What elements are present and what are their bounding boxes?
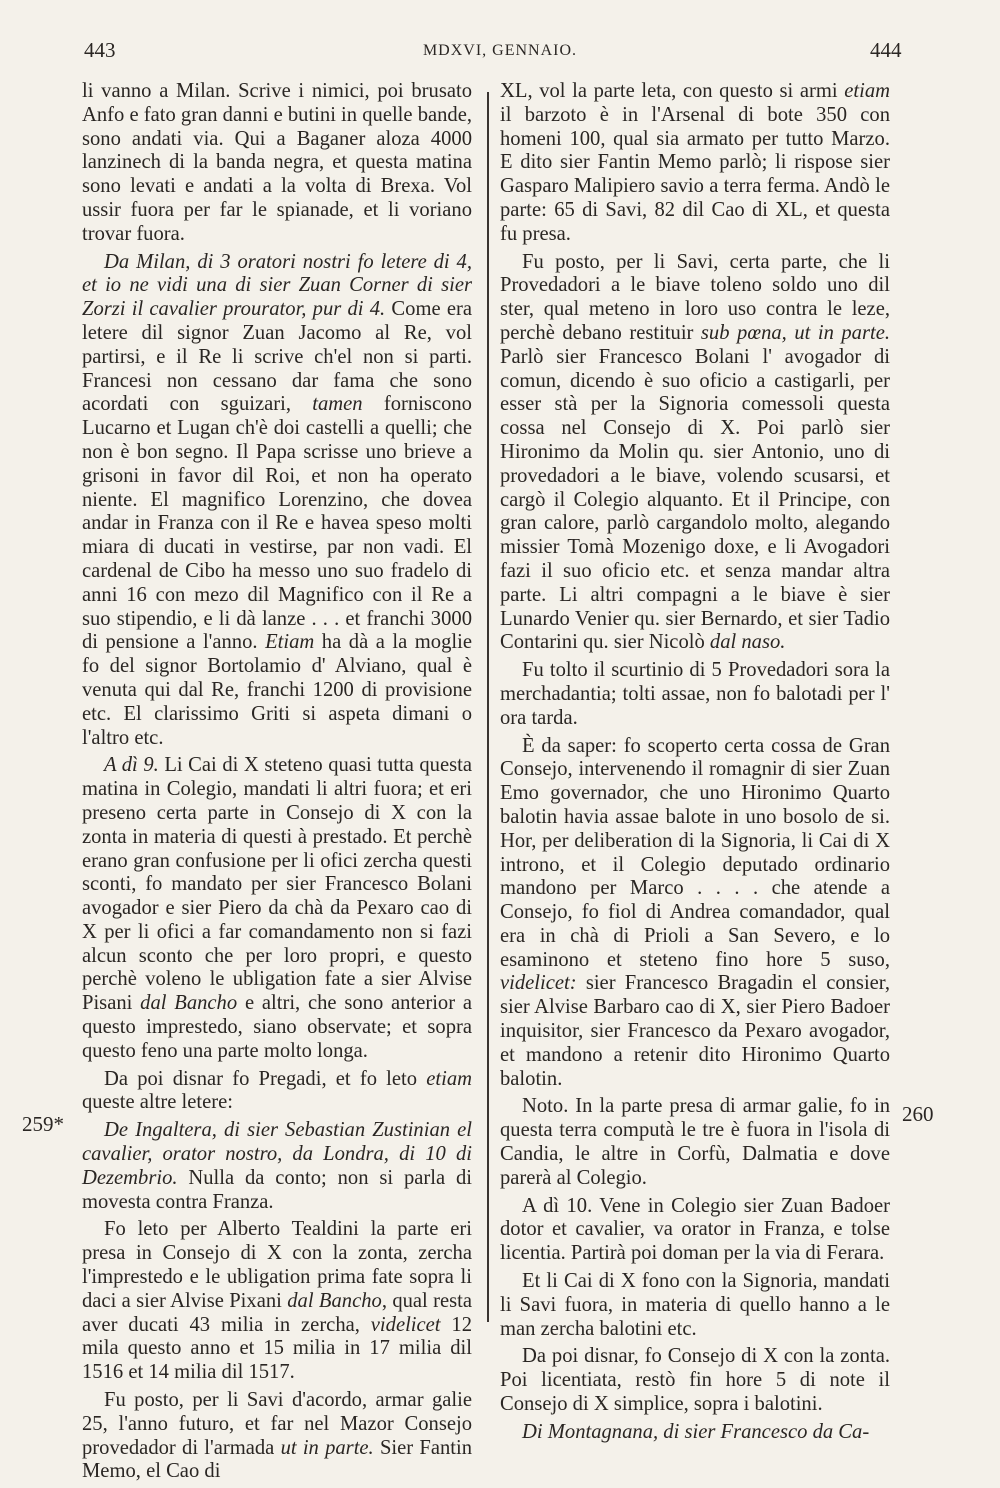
- text-run: queste altre letere:: [82, 1091, 233, 1114]
- italic-text: dal Bancho: [140, 992, 238, 1015]
- paragraph: [500, 735, 890, 1092]
- text-run: Come era letere dil signor Zuan Jacomo al Re, vol partirsi, e il Re li scrive ch'el non si parti. Francesi non cessano dar fama che sono acordati con sguizari,: [82, 298, 472, 416]
- text-run: 12 mila questo anno et 15 milia in 17 milia dil 1516 et 14 milia dil 1517.: [82, 1313, 472, 1384]
- italic-text: Etiam: [265, 631, 315, 654]
- margin-marker-left: 259*: [22, 1112, 64, 1136]
- italic-text: etiam: [426, 1067, 472, 1090]
- italic-text: tamen: [312, 393, 363, 416]
- paragraph: [500, 1345, 890, 1416]
- text-run: e altri, che sono anterior a questo imprestedo, siano observate; et sopra questo feno una parte molto longa.: [82, 992, 472, 1062]
- text-run: Da poi disnar, fo Consejo di X con la zonta. Poi licentiata, restò fin hore 5 di note il Consejo di X simplice, sopra i balotini.: [500, 1345, 890, 1416]
- paragraph: [82, 1389, 472, 1484]
- paragraph: [500, 80, 890, 247]
- paragraph: [500, 1270, 890, 1341]
- text-run: A dì 10. Vene in Colegio sier Zuan Badoer dotor et cavalier, va orator in Franza, e tolse licentia. Partirà poi doman per la via di Ferara.: [500, 1194, 890, 1265]
- paragraph: [500, 659, 890, 730]
- column-divider: [487, 92, 489, 1322]
- paragraph: [82, 1068, 472, 1116]
- text-run: forniscono Lucarno et Lugan ch'è doi castelli a quelli; che non è bon segno. Il Papa scrisse uno brieve a grisoni in favor dil Roi, et non ha operato niente. El magnifico Lorenzino, che dovea andar in Franza con il Re e havea speso molti miara di ducati in vestirse, par non vadi. El cardenal de Cibo ha messo uno suo fradelo di anni 16 con mezo dil Magnifico con il Re a suo stipendio, e li dà lanze . . . et franchi 3000 di pensione a l'anno.: [82, 393, 472, 654]
- text-run: Fu posto, per li Savi d'acordo, armar galie 25, l'anno futuro, et far nel Mazor Consejo provedador di l'armada: [82, 1389, 472, 1459]
- italic-text: Di Montagnana, di sier Francesco da Ca-: [522, 1420, 870, 1443]
- text-run: ha dà a la moglie fo del signor Bortolamio d' Alviano, qual è venuta qui dal Re, franchi 1200 di provisione etc. El clarissimo Griti si aspeta dimani o l'altro etc.: [82, 631, 472, 749]
- italic-text: dal naso.: [709, 631, 786, 654]
- right-text-column: [500, 80, 890, 1449]
- italic-text: videlicet: [370, 1313, 441, 1336]
- paragraph: [500, 1421, 890, 1445]
- paragraph: [82, 251, 472, 751]
- text-run: Fu posto, per li Savi, certa parte, che li Provedadori a le biave toleno soldo uno dil ster, qual meteno in loro uso contra le leze, perchè debano restituir: [500, 250, 890, 344]
- margin-marker-right: 260: [902, 1102, 934, 1126]
- text-run: Fo leto per Alberto Tealdini la parte eri presa in Consejo di X con la zonta, zercha l'imprestedo e le ubligation prima fate sopra li daci a sier Alvise Pixani: [82, 1218, 472, 1312]
- text-run: È da saper: fo scoperto certa cossa de Gran Consejo, intervenendo il romagnir di sier Zuan Emo governador, che uno Hironimo Quarto balotin havia assae balote in uno bosolo de si. Hor, per deliberation di la Signoria, li Cai di X introno, et il Colegio deputado ordinario mandono per Marco . . . . che atende a Consejo, fo fiol di Andrea comandador, qual era in chà di Prioli a San Severo, e lo esaminono et steteno fino hore 5 suso,: [500, 734, 890, 971]
- page-number-left: 443: [84, 38, 116, 62]
- paragraph: [82, 80, 472, 247]
- paragraph: [82, 1218, 472, 1385]
- running-title: MDXVI, GENNAIO.: [422, 42, 578, 59]
- text-run: Da poi disnar fo Pregadi, et fo leto: [104, 1067, 427, 1090]
- paragraph: [82, 754, 472, 1063]
- text-run: Parlò sier Francesco Bolani l' avogador di comun, dicendo è suo oficio a castigarli, per esser stà per la Signoria comessoli questa cossa nel Consejo di X. Poi parlò sier Hironimo da Molin qu. sier Antonio, uno di provedadori a le biave, volendo scusarsi, et cargò il Colegio alquanto. Et il Principe, con gran calore, parlò cargandolo molto, alegando missier Tomà Mozenigo doxe, e li Avogadori fazi il suo oficio etc. et senza mandar altra parte. Li altri compagni a le biave è sier Lunardo Venier qu. sier Bernardo, et sier Tadio Contarini qu. sier Nicolò: [500, 345, 890, 654]
- text-run: li vanno a Milan. Scrive i nimici, poi brusato Anfo e fato gran danni e butini in quelle bande, sono andati via. Qui a Baganer aloza 4000 lanzinech di la banda negra, et questa matina sono levati e andati a la volta di Brexa. Vol ussir fuora per far le spianade, et li voriano trovar fuora.: [82, 80, 473, 245]
- paragraph: [82, 1119, 472, 1214]
- italic-text: Da Milan, di 3 oratori nostri fo letere di 4, et io ne vidi una di sier Zuan Corner di sier Zorzi il cavalier prourator, pur di 4.: [82, 250, 472, 321]
- italic-text: dal Bancho: [287, 1289, 382, 1312]
- text-run: XL, vol la parte leta, con questo si armi: [500, 80, 845, 102]
- text-run: Et li Cai di X fono con la Signoria, mandati li Savi fuora, in materia di quello hanno a le man zercha balotini etc.: [500, 1270, 890, 1340]
- text-run: Nulla da conto; non si parla di movesta contra Franza.: [82, 1166, 472, 1213]
- italic-text: etiam: [844, 80, 890, 102]
- italic-text: ut in parte.: [280, 1436, 374, 1459]
- text-run: il barzoto è in l'Arsenal di bote 350 con homeni 100, qual sia armato per tutto Marzo. E dito sier Fantin Memo parlò; li rispose sier Gasparo Malipiero savio a terra ferma. Andò le parte: 65 di Savi, 82 dil Cao di XL, et questa fu presa.: [500, 103, 890, 245]
- italic-text: De Ingaltera, di sier Sebastian Zustinian el cavalier, orator nostro, da Londra, di 10 di Dezembrio.: [82, 1119, 472, 1189]
- left-text-column: [82, 80, 472, 1488]
- text-run: Sier Fantin Memo, el Cao di: [82, 1436, 472, 1483]
- paragraph: [500, 1095, 890, 1190]
- text-run: Noto. In la parte presa di armar galie, fo in questa terra computà le tre è fuora in l'isola di Candia, le altre in Corfù, Dalmatia e dove parerà al Colegio.: [500, 1095, 890, 1189]
- text-run: Fu tolto il scurtinio di 5 Provedadori sora la merchadantia; tolti assae, non fo balotadi per l' ora tarda.: [500, 659, 890, 729]
- italic-text: sub pœna, ut in parte.: [700, 321, 890, 344]
- page-number-right: 444: [870, 38, 902, 62]
- text-run: sier Francesco Bragadin el consier, sier Alvise Barbaro cao di X, sier Piero Badoer inquisitor, sier Francesco da Pexaro avogador, et mandono a retenir dito Hironimo Quarto balotin.: [500, 972, 890, 1090]
- italic-text: videlicet:: [500, 972, 577, 995]
- paragraph: [500, 1195, 890, 1266]
- italic-text: A dì 9.: [104, 754, 159, 777]
- text-run: Li Cai di X steteno quasi tutta questa matina in Colegio, mandati li altri fuora; et eri preseno certa parte in Consejo di X con la zonta in materia di questi à prestado. Et perchè erano gran confusione per li ofici zercha questi sconti, fo mandato per sier Francesco Bolani avogador e sier Piero da chà da Pexaro cao di X per li ofici a far comandamento non si fazi alcun sconto che per loro propri, e questo perchè voleno le ubligation fate a sier Alvise Pisani: [82, 754, 472, 1015]
- text-run: , qual resta aver ducati 43 milia in zercha,: [82, 1289, 473, 1336]
- paragraph: [500, 251, 890, 656]
